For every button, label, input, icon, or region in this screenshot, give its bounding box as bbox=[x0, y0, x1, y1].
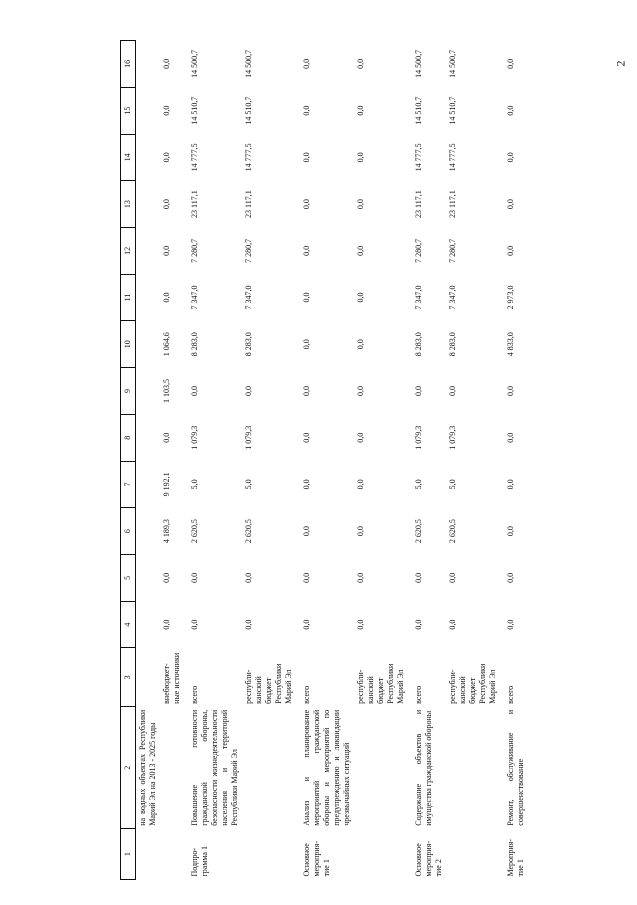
col-header: 13 bbox=[121, 181, 136, 228]
col-header: 1 bbox=[121, 829, 136, 880]
table-row bbox=[300, 41, 354, 880]
value-cell: 4 189,3 bbox=[162, 519, 171, 544]
value-cell: 0,0 bbox=[356, 432, 365, 443]
row-name-cell bbox=[242, 707, 296, 829]
value-cell: 0,0 bbox=[414, 385, 423, 396]
row-code-cell: Основное мероприя-тие 2 bbox=[414, 840, 443, 877]
row-name-cell: Анализ и планирование мероприятий гражданской обороны и мероприятий по предупреждению и ликвидации чрезвычайных ситуаций bbox=[302, 709, 351, 826]
value-cell: 5,0 bbox=[190, 479, 199, 490]
value-cell: 0,0 bbox=[302, 526, 311, 537]
row-name-cell bbox=[354, 707, 408, 829]
value-cell: 0,0 bbox=[414, 572, 423, 583]
value-cell: 1 103,5 bbox=[162, 378, 171, 403]
value-cell: 23 117,1 bbox=[190, 190, 199, 218]
col-header: 11 bbox=[121, 274, 136, 321]
row-source-cell: всего bbox=[506, 685, 515, 704]
value-cell bbox=[136, 414, 161, 461]
value-cell: 5,0 bbox=[448, 479, 457, 490]
row-name-cell bbox=[446, 707, 500, 829]
value-cell: 2 620,5 bbox=[414, 519, 423, 544]
value-cell bbox=[136, 227, 161, 274]
header-row bbox=[121, 41, 136, 880]
value-cell: 0,0 bbox=[302, 432, 311, 443]
value-cell: 0,0 bbox=[190, 385, 199, 396]
row-code-cell bbox=[160, 829, 184, 880]
value-cell: 7 280,7 bbox=[244, 238, 253, 263]
value-cell: 7 280,7 bbox=[414, 238, 423, 263]
value-cell: 0,0 bbox=[302, 105, 311, 116]
value-cell: 0,0 bbox=[448, 385, 457, 396]
value-cell: 1 079,3 bbox=[448, 425, 457, 450]
col-header: 8 bbox=[121, 414, 136, 461]
row-code-cell: Основное мероприя-тие 1 bbox=[302, 840, 331, 877]
row-name-cell bbox=[160, 707, 184, 829]
value-cell bbox=[136, 87, 161, 134]
value-cell: 0,0 bbox=[302, 385, 311, 396]
value-cell: 1 079,3 bbox=[190, 425, 199, 450]
value-cell: 14 777,5 bbox=[244, 143, 253, 172]
value-cell: 0,0 bbox=[356, 385, 365, 396]
table-row bbox=[354, 41, 408, 880]
value-cell: 0,0 bbox=[356, 526, 365, 537]
row-code-cell bbox=[354, 829, 408, 880]
value-cell: 5,0 bbox=[414, 479, 423, 490]
value-cell: 0,0 bbox=[506, 58, 515, 69]
row-source-cell: всего bbox=[302, 685, 311, 704]
row-name-cell: Повышение готовности гражданской обороны, безопасности жизнедеятельности населения и территорий Республики Марий Эл bbox=[190, 709, 239, 826]
value-cell: 0,0 bbox=[162, 292, 171, 303]
value-cell: 5,0 bbox=[244, 479, 253, 490]
table-row bbox=[412, 41, 446, 880]
value-cell: 23 117,1 bbox=[448, 190, 457, 218]
value-cell: 7 280,7 bbox=[448, 238, 457, 263]
value-cell: 0,0 bbox=[506, 199, 515, 210]
value-cell: 14 500,7 bbox=[414, 49, 423, 78]
value-cell: 7 347,0 bbox=[414, 285, 423, 310]
value-cell: 7 347,0 bbox=[190, 285, 199, 310]
row-code-cell bbox=[242, 829, 296, 880]
value-cell: 0,0 bbox=[162, 619, 171, 630]
table-row bbox=[446, 41, 500, 880]
value-cell: 0,0 bbox=[448, 572, 457, 583]
value-cell: 0,0 bbox=[302, 479, 311, 490]
value-cell: 14 510,7 bbox=[244, 96, 253, 125]
value-cell: 0,0 bbox=[506, 619, 515, 630]
value-cell: 0,0 bbox=[356, 292, 365, 303]
value-cell: 8 283,0 bbox=[448, 332, 457, 357]
table-body bbox=[136, 41, 529, 880]
value-cell: 0,0 bbox=[162, 58, 171, 69]
value-cell: 0,0 bbox=[162, 152, 171, 163]
value-cell: 14 777,5 bbox=[414, 143, 423, 172]
table-row bbox=[160, 41, 184, 880]
row-code-cell bbox=[446, 829, 500, 880]
col-header: 10 bbox=[121, 321, 136, 368]
row-source-cell: всего bbox=[414, 685, 423, 704]
value-cell: 0,0 bbox=[356, 58, 365, 69]
value-cell: 0,0 bbox=[162, 572, 171, 583]
value-cell: 0,0 bbox=[302, 58, 311, 69]
value-cell bbox=[136, 181, 161, 228]
page-number: 2 bbox=[613, 60, 628, 67]
value-cell: 0,0 bbox=[302, 572, 311, 583]
value-cell: 0,0 bbox=[356, 152, 365, 163]
row-name-cell: Содержание объектов и имущества гражданской обороны bbox=[414, 709, 433, 826]
table-container bbox=[120, 40, 635, 880]
value-cell: 0,0 bbox=[302, 199, 311, 210]
row-code-cell: Подпро-грамма 1 bbox=[190, 846, 209, 877]
col-header: 6 bbox=[121, 508, 136, 555]
row-code-cell bbox=[136, 829, 161, 880]
row-source-cell: всего bbox=[190, 685, 199, 704]
value-cell: 0,0 bbox=[506, 479, 515, 490]
value-cell bbox=[136, 555, 161, 602]
col-header: 4 bbox=[121, 601, 136, 648]
value-cell: 0,0 bbox=[506, 572, 515, 583]
value-cell: 0,0 bbox=[356, 479, 365, 490]
value-cell: 4 833,0 bbox=[506, 332, 515, 357]
value-cell: 0,0 bbox=[302, 152, 311, 163]
row-name-cell: на водных объектах Республики Марий Эл на 2013 - 2025 годы bbox=[138, 709, 157, 826]
value-cell: 0,0 bbox=[244, 385, 253, 396]
table-row bbox=[188, 41, 242, 880]
value-cell: 0,0 bbox=[506, 152, 515, 163]
value-cell: 14 777,5 bbox=[448, 143, 457, 172]
col-header: 5 bbox=[121, 555, 136, 602]
value-cell bbox=[136, 461, 161, 508]
value-cell: 0,0 bbox=[190, 619, 199, 630]
value-cell: 0,0 bbox=[506, 245, 515, 256]
value-cell: 23 117,1 bbox=[244, 190, 253, 218]
col-header: 9 bbox=[121, 368, 136, 415]
row-source-cell: внебюджет-ные источники bbox=[162, 652, 181, 704]
row-source-cell bbox=[136, 648, 161, 707]
value-cell: 0,0 bbox=[244, 619, 253, 630]
value-cell: 0,0 bbox=[356, 339, 365, 350]
value-cell: 14 500,7 bbox=[448, 49, 457, 78]
value-cell: 9 192,1 bbox=[162, 472, 171, 497]
value-cell: 2 620,5 bbox=[448, 519, 457, 544]
table-row bbox=[136, 41, 161, 880]
value-cell: 14 510,7 bbox=[448, 96, 457, 125]
value-cell: 0,0 bbox=[356, 572, 365, 583]
value-cell: 7 280,7 bbox=[190, 238, 199, 263]
value-cell: 0,0 bbox=[356, 199, 365, 210]
value-cell: 0,0 bbox=[190, 572, 199, 583]
value-cell bbox=[136, 41, 161, 88]
value-cell: 2 973,0 bbox=[506, 285, 515, 310]
value-cell: 2 620,5 bbox=[190, 519, 199, 544]
value-cell: 0,0 bbox=[244, 572, 253, 583]
value-cell: 1 079,3 bbox=[244, 425, 253, 450]
value-cell: 14 510,7 bbox=[414, 96, 423, 125]
row-name-cell: Ремонт, обслуживание и совершенствование bbox=[506, 709, 525, 826]
col-header: 15 bbox=[121, 87, 136, 134]
col-header: 7 bbox=[121, 461, 136, 508]
value-cell: 8 283,0 bbox=[244, 332, 253, 357]
value-cell: 14 510,7 bbox=[190, 96, 199, 125]
value-cell: 0,0 bbox=[506, 432, 515, 443]
value-cell: 0,0 bbox=[448, 619, 457, 630]
value-cell: 14 777,5 bbox=[190, 143, 199, 172]
value-cell: 0,0 bbox=[162, 199, 171, 210]
value-cell: 2 620,5 bbox=[244, 519, 253, 544]
value-cell: 0,0 bbox=[356, 105, 365, 116]
value-cell: 0,0 bbox=[302, 339, 311, 350]
col-header: 14 bbox=[121, 134, 136, 181]
value-cell: 7 347,0 bbox=[244, 285, 253, 310]
value-cell: 0,0 bbox=[506, 385, 515, 396]
value-cell: 0,0 bbox=[506, 526, 515, 537]
value-cell: 0,0 bbox=[162, 105, 171, 116]
value-cell: 8 283,0 bbox=[190, 332, 199, 357]
row-source-cell: республи-канский бюджет Республики Марий Эл bbox=[356, 663, 405, 704]
col-header: 12 bbox=[121, 227, 136, 274]
col-header: 2 bbox=[121, 707, 136, 829]
value-cell: 0,0 bbox=[302, 292, 311, 303]
value-cell: 0,0 bbox=[414, 619, 423, 630]
value-cell: 0,0 bbox=[162, 245, 171, 256]
row-code-cell: Мероприя-тие 1 bbox=[506, 839, 525, 877]
budget-table bbox=[120, 40, 528, 880]
col-header: 16 bbox=[121, 41, 136, 88]
value-cell bbox=[136, 601, 161, 648]
value-cell: 0,0 bbox=[302, 619, 311, 630]
value-cell: 1 064,6 bbox=[162, 332, 171, 357]
table-row bbox=[504, 41, 528, 880]
value-cell bbox=[136, 508, 161, 555]
value-cell: 0,0 bbox=[356, 245, 365, 256]
value-cell: 14 500,7 bbox=[190, 49, 199, 78]
row-source-cell: республи-канский бюджет Республики Марий Эл bbox=[244, 663, 293, 704]
value-cell bbox=[136, 134, 161, 181]
col-header: 3 bbox=[121, 648, 136, 707]
value-cell bbox=[136, 274, 161, 321]
row-source-cell: республи-канский бюджет Республики Марий Эл bbox=[448, 663, 497, 704]
value-cell: 0,0 bbox=[356, 619, 365, 630]
table-row bbox=[242, 41, 296, 880]
value-cell: 0,0 bbox=[302, 245, 311, 256]
value-cell bbox=[136, 368, 161, 415]
value-cell: 14 500,7 bbox=[244, 49, 253, 78]
value-cell: 7 347,0 bbox=[448, 285, 457, 310]
value-cell: 1 079,3 bbox=[414, 425, 423, 450]
value-cell: 0,0 bbox=[506, 105, 515, 116]
value-cell: 23 117,1 bbox=[414, 190, 423, 218]
value-cell bbox=[136, 321, 161, 368]
value-cell: 0,0 bbox=[162, 432, 171, 443]
value-cell: 8 283,0 bbox=[414, 332, 423, 357]
